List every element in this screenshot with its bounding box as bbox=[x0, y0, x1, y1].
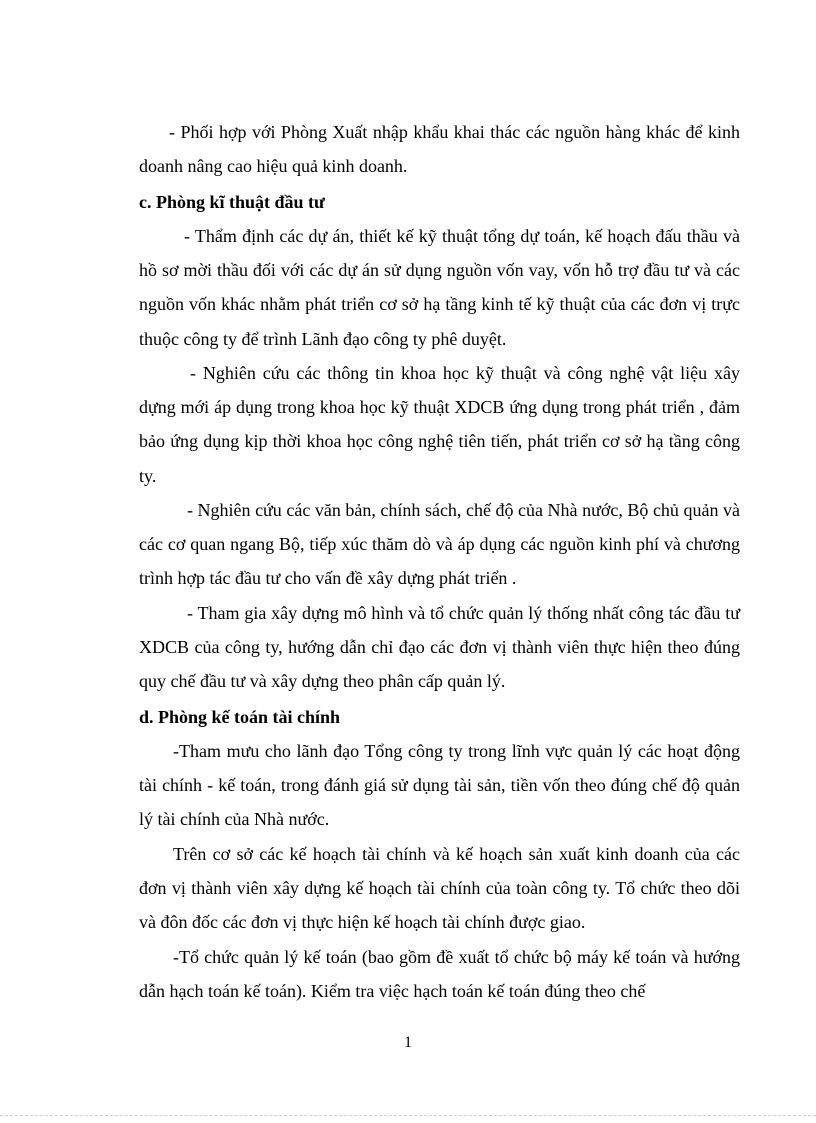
heading-technical-investment-dept: c. Phòng kĩ thuật đầu tư bbox=[139, 192, 325, 212]
paragraph-investment-management: - Tham gia xây dựng mô hình và tổ chức quản lý thống nhất công tác đầu tư XDCB của công ty, hướng dẫn chỉ đạo các đơn vị thành viên thực hiện theo đúng quy chế đầu tư và xây dựng theo phân cấp quản lý. bbox=[139, 603, 740, 692]
paragraph-research-policies: - Nghiên cứu các văn bản, chính sách, chế độ của Nhà nước, Bộ chủ quản và các cơ quan ngang Bộ, tiếp xúc thăm dò và áp dụng các nguồn kinh phí và chương trình hợp tác đầu tư cho vấn đề xây dựng phát triển . bbox=[139, 500, 740, 589]
page-bottom-divider bbox=[0, 1115, 816, 1116]
page-number: 1 bbox=[404, 1034, 412, 1051]
paragraph-cooperate-import-export: - Phối hợp với Phòng Xuất nhập khẩu khai thác các nguồn hàng khác để kinh doanh nâng cao hiệu quả kinh doanh. bbox=[139, 122, 740, 177]
paragraph-project-appraisal: - Thẩm định các dự án, thiết kế kỹ thuật tổng dự toán, kế hoạch đấu thầu và hồ sơ mời thầu đối với các dự án sử dụng nguồn vốn vay, vốn hỗ trợ đầu tư và các nguồn vốn khác nhằm phát triển cơ sở hạ tầng kinh tế kỹ thuật của các đơn vị trực thuộc công ty để trình Lãnh đạo công ty phê duyệt. bbox=[139, 226, 740, 349]
paragraph-financial-advisory: -Tham mưu cho lãnh đạo Tổng công ty trong lĩnh vực quản lý các hoạt động tài chính - kế toán, trong đánh giá sử dụng tài sản, tiền vốn theo đúng chế độ quản lý tài chính của Nhà nước. bbox=[139, 741, 740, 830]
heading-finance-accounting-dept: d. Phòng kế toán tài chính bbox=[139, 707, 341, 727]
paragraph-research-technology: - Nghiên cứu các thông tin khoa học kỹ thuật và công nghệ vật liệu xây dựng mới áp dụng trong khoa học kỹ thuật XDCB ứng dụng trong phát triển , đảm bảo ứng dụng kịp thời khoa học công nghệ tiên tiến, phát triển cơ sở hạ tầng công ty. bbox=[139, 363, 740, 486]
paragraph-financial-planning: Trên cơ sở các kế hoạch tài chính và kế hoạch sản xuất kinh doanh của các đơn vị thành viên xây dựng kế hoạch tài chính của toàn công ty. Tổ chức theo dõi và đôn đốc các đơn vị thực hiện kế hoạch tài chính được giao. bbox=[139, 844, 740, 933]
paragraph-accounting-management: -Tổ chức quản lý kế toán (bao gồm đề xuất tổ chức bộ máy kế toán và hướng dẫn hạch toán kế toán). Kiểm tra việc hạch toán kế toán đúng theo chế bbox=[139, 947, 740, 1002]
